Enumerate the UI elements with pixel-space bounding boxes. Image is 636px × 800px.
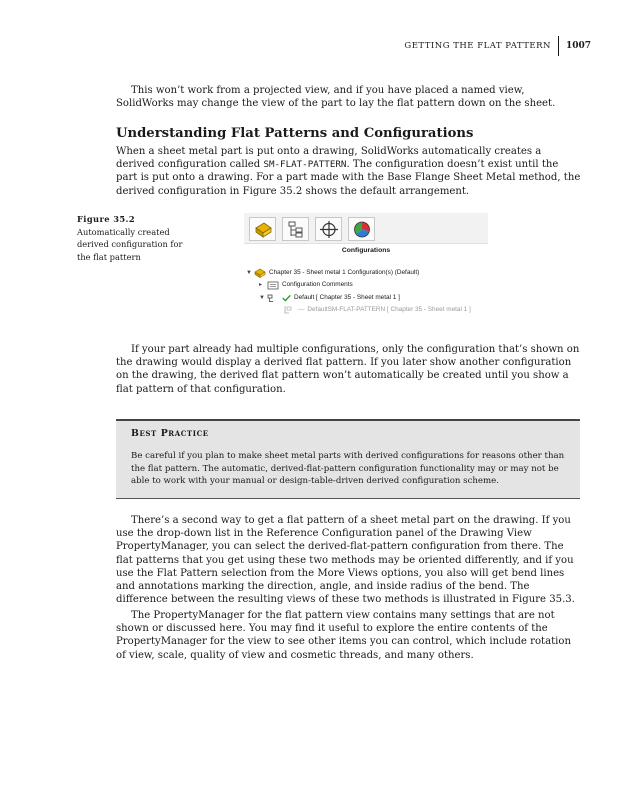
- folder-icon: [267, 280, 279, 290]
- tree-connector: —: [298, 306, 305, 313]
- property-manager-tab[interactable]: [282, 217, 309, 241]
- para1-after: . The configuration doesn’t exist until the part is put onto a drawing. For a part made with the Base Flange Sheet Metal method, the derived configuration in Figure 35.2 shows the default arrangement.: [116, 159, 581, 197]
- best-practice-title: Best Practice: [131, 428, 209, 439]
- figure-caption: [77, 213, 185, 263]
- collapse-arrow-icon[interactable]: ▼: [259, 294, 265, 301]
- configuration-manager-tab[interactable]: [315, 217, 342, 241]
- expand-arrow-icon[interactable]: ▸: [259, 282, 263, 288]
- crosshair-icon: [319, 220, 339, 239]
- tree-item-default[interactable]: [259, 292, 400, 303]
- tree-item-part-label: Chapter 35 - Sheet metal 1 Configuration(s) (Default): [269, 269, 420, 276]
- best-practice-text: Be careful if you plan to make sheet metal parts with derived configurations for reasons other than the flat pattern. The automatic, derived-flat-pattern configuration functionality may or may not be able to work with your manual or design-table-driven derived configuration scheme.: [131, 451, 565, 486]
- paragraph-second-method: There’s a second way to get a flat pattern of a sheet metal part on the drawing. If you use the drop-down list in the Reference Configuration panel of the Drawing View PropertyManager, you can select the derived-flat-pattern configuration from there. The flat patterns that you get using these two methods may be oriented differently, and if you use the Flat Pattern selection from the More Views options, you also will get bend lines and annotations marking the direction, angle, and inside radius of the bend. The difference between the resulting views of these two methods is illustrated in Figure 35.3.: [116, 515, 575, 606]
- paragraph-multiple-configurations: If your part already had multiple configurations, only the configuration that’s shown on the drawing would display a derived flat pattern. If you later show another configuration on the drawing, the derived flat pattern won’t automatically be created until you show a flat pattern of that configuration.: [116, 344, 580, 395]
- paragraph-property-manager: The PropertyManager for the flat pattern view contains many settings that are not shown or discussed here. You may find it useful to explore the entire contents of the PropertyManager for the view to see other items you can control, which include rotation of view, scale, quality of view and cosmetic threads, and many others.: [116, 610, 571, 661]
- display-manager-tab[interactable]: [348, 217, 375, 241]
- configuration-icon: [267, 293, 279, 303]
- feature-manager-icon: [253, 220, 273, 239]
- tree-item-flat-pattern-label: DefaultSM-FLAT-PATTERN [ Chapter 35 - Sheet metal 1 ]: [307, 306, 471, 313]
- figure-label: Figure 35.2: [77, 214, 136, 224]
- intro-paragraph: This won’t work from a projected view, and if you have placed a named view, SolidWorks may change the view of the part to lay the flat pattern down on the sheet.: [116, 85, 556, 110]
- panel-title: Configurations: [341, 247, 391, 254]
- best-practice-box: [116, 419, 580, 499]
- page-number: 1007: [565, 41, 591, 51]
- manager-toolbar: [244, 213, 488, 244]
- paragraph-flat-pattern-config: [116, 145, 582, 198]
- tree-item-part[interactable]: [246, 267, 419, 278]
- feature-manager-tab[interactable]: [249, 217, 276, 241]
- config-name-code: SM-FLAT-PATTERN: [263, 159, 347, 171]
- para1-before: When a sheet metal part is put onto a drawing, SolidWorks automatically creates a derived configuration called: [116, 146, 542, 171]
- tree-item-comments[interactable]: [259, 279, 353, 290]
- running-header-section: GETTING THE FLAT PATTERN: [404, 41, 551, 51]
- section-heading: Understanding Flat Patterns and Configurations: [116, 126, 474, 141]
- display-manager-icon: [352, 220, 372, 239]
- collapse-arrow-icon[interactable]: ▼: [246, 269, 252, 276]
- tree-item-comments-label: Configuration Comments: [282, 281, 353, 288]
- part-icon: [254, 268, 266, 278]
- tree-item-default-label: Default [ Chapter 35 - Sheet metal 1 ]: [294, 294, 400, 301]
- derived-configuration-icon: [283, 305, 295, 315]
- checkmark-icon: [282, 293, 291, 303]
- tree-item-flat-pattern[interactable]: [283, 304, 471, 315]
- configuration-manager-screenshot: [244, 213, 488, 330]
- running-header: [404, 36, 591, 56]
- property-manager-icon: [286, 220, 306, 239]
- figure-caption-text: Automatically created derived configuration for the flat pattern: [77, 226, 183, 262]
